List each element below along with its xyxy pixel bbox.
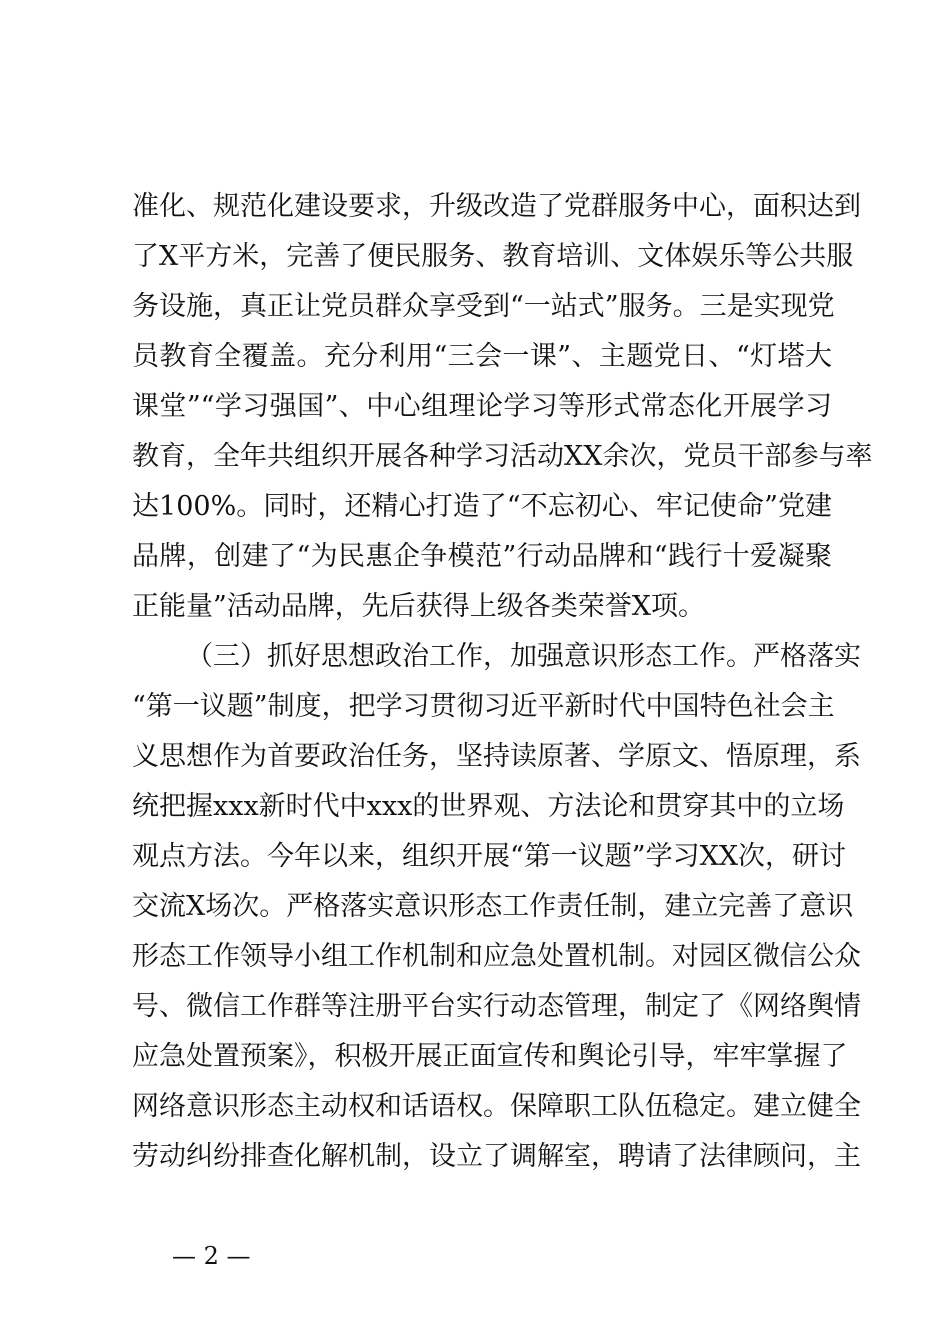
text-line: 教育，全年共组织开展各种学习活动XX余次，党员干部参与率	[132, 441, 873, 472]
text-line: 应急处置预案》，积极开展正面宣传和舆论引导，牢牢掌握了	[132, 1041, 848, 1072]
text-line: 务设施，真正让党员群众享受到“一站式”服务。三是实现党	[132, 291, 835, 322]
text-line: 劳动纠纷排查化解机制，设立了调解室，聘请了法律顾问，主	[132, 1141, 861, 1172]
text-line: 达100%。同时，还精心打造了“不忘初心、牢记使命”党建	[132, 491, 832, 522]
text-line: 正能量”活动品牌，先后获得上级各类荣誉X项。	[132, 591, 706, 622]
text-line: 网络意识形态主动权和话语权。保障职工队伍稳定。建立健全	[132, 1091, 861, 1122]
text-line: 准化、规范化建设要求，升级改造了党群服务中心，面积达到	[132, 191, 861, 222]
text-line: 了X平方米，完善了便民服务、教育培训、文体娱乐等公共服	[132, 241, 854, 272]
text-line: 课堂”“学习强国”、中心组理论学习等形式常态化开展学习	[132, 391, 832, 422]
text-line: 号、微信工作群等注册平台实行动态管理，制定了《网络舆情	[132, 991, 861, 1022]
page-number: — 2 —	[172, 1242, 251, 1270]
text-line: 形态工作领导小组工作机制和应急处置机制。对园区微信公众	[132, 941, 861, 972]
section-heading-line: （三）抓好思想政治工作，加强意识形态工作。严格落实	[186, 641, 861, 672]
text-line: “第一议题”制度，把学习贯彻习近平新时代中国特色社会主	[132, 691, 835, 722]
text-line: 观点方法。今年以来，组织开展“第一议题”学习XX次，研讨	[132, 841, 847, 872]
text-line: 统把握xxx新时代中xxx的世界观、方法论和贯穿其中的立场	[132, 791, 845, 822]
text-line: 义思想作为首要政治任务，坚持读原著、学原文、悟原理，系	[132, 741, 861, 772]
text-line: 员教育全覆盖。充分利用“三会一课”、主题党日、“灯塔大	[132, 341, 832, 372]
text-line: 品牌，创建了“为民惠企争模范”行动品牌和“践行十爱凝聚	[132, 541, 832, 572]
text-line: 交流X场次。严格落实意识形态工作责任制，建立完善了意识	[132, 891, 854, 922]
